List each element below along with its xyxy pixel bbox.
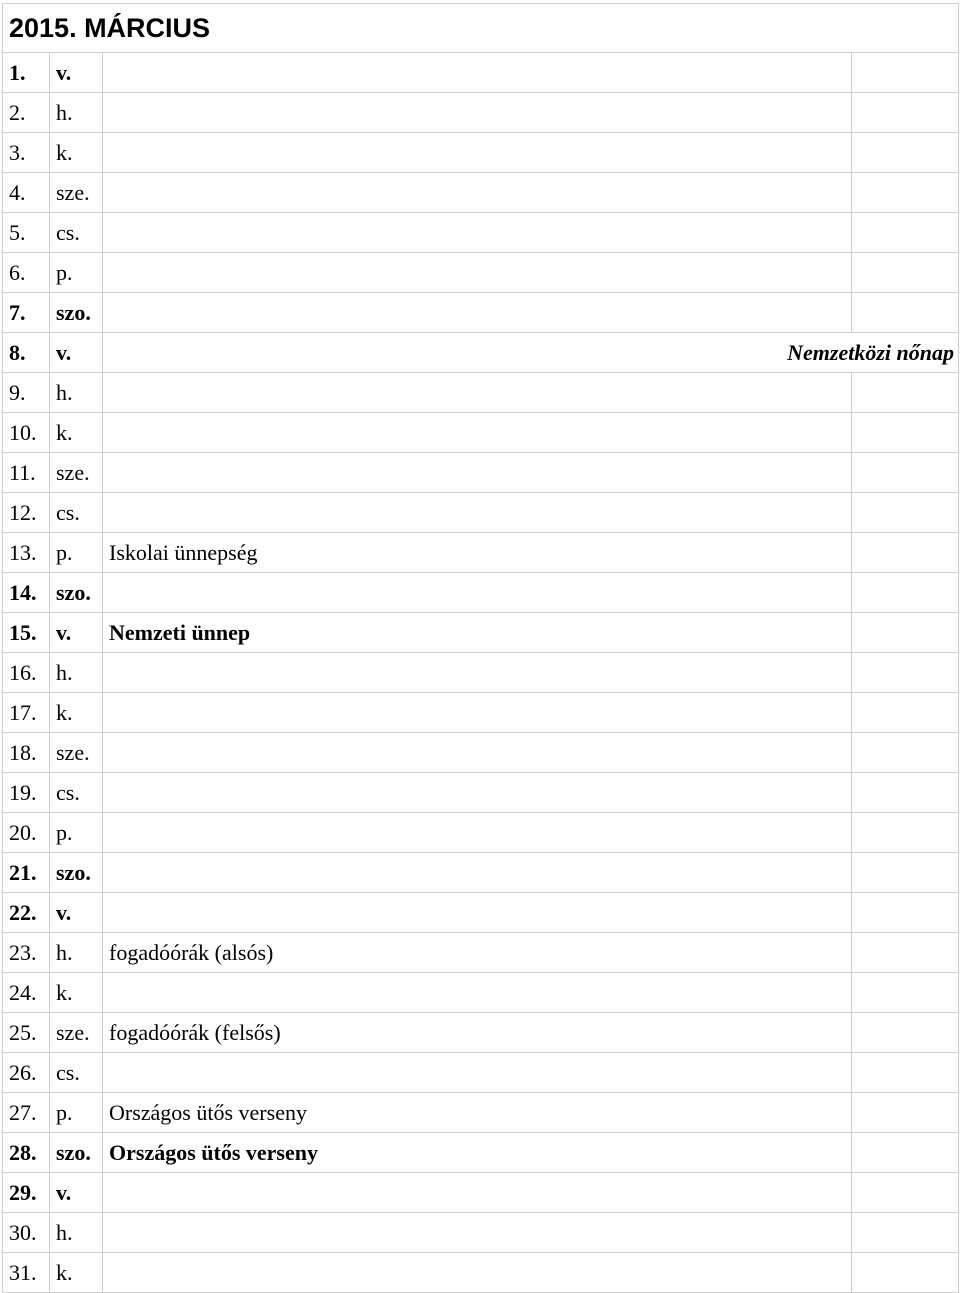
weekday: p. (50, 1093, 103, 1133)
extra-cell (852, 293, 959, 333)
day-number: 16. (3, 653, 50, 693)
weekday: p. (50, 813, 103, 853)
event-cell: fogadóórák (alsós) (103, 933, 852, 973)
day-row (3, 813, 959, 853)
day-row (3, 1173, 959, 1213)
day-number: 14. (3, 573, 50, 613)
event-cell: Országos ütős verseny (103, 1133, 852, 1173)
day-number: 31. (3, 1253, 50, 1293)
day-row (3, 253, 959, 293)
weekday: v. (50, 613, 103, 653)
day-row (3, 973, 959, 1013)
day-number: 20. (3, 813, 50, 853)
event-cell (103, 693, 852, 733)
day-number: 10. (3, 413, 50, 453)
extra-cell (852, 893, 959, 933)
event-cell (103, 1173, 852, 1213)
day-row (3, 1253, 959, 1293)
day-row (3, 653, 959, 693)
event-cell (103, 253, 852, 293)
day-number: 11. (3, 453, 50, 493)
event-cell (103, 373, 852, 413)
weekday: sze. (50, 1013, 103, 1053)
event-cell (103, 653, 852, 693)
day-number: 13. (3, 533, 50, 573)
day-row (3, 93, 959, 133)
day-row (3, 173, 959, 213)
weekday: p. (50, 533, 103, 573)
day-number: 5. (3, 213, 50, 253)
day-number: 24. (3, 973, 50, 1013)
day-number: 19. (3, 773, 50, 813)
event-cell (103, 453, 852, 493)
event-cell (103, 1053, 852, 1093)
extra-cell (852, 1053, 959, 1093)
day-number: 17. (3, 693, 50, 733)
weekday: szo. (50, 573, 103, 613)
weekday: szo. (50, 1133, 103, 1173)
extra-cell (852, 533, 959, 573)
weekday: h. (50, 373, 103, 413)
day-number: 23. (3, 933, 50, 973)
day-number: 29. (3, 1173, 50, 1213)
extra-cell (852, 493, 959, 533)
extra-cell (852, 1173, 959, 1213)
day-number: 12. (3, 493, 50, 533)
extra-cell (852, 613, 959, 653)
calendar-table (2, 3, 959, 1293)
event-cell: Nemzetközi nőnap (103, 333, 959, 373)
weekday: cs. (50, 493, 103, 533)
extra-cell (852, 573, 959, 613)
extra-cell (852, 133, 959, 173)
day-number: 3. (3, 133, 50, 173)
day-number: 9. (3, 373, 50, 413)
event-cell (103, 53, 852, 93)
weekday: v. (50, 1173, 103, 1213)
day-number: 22. (3, 893, 50, 933)
extra-cell (852, 973, 959, 1013)
weekday: v. (50, 53, 103, 93)
extra-cell (852, 213, 959, 253)
event-cell (103, 173, 852, 213)
extra-cell (852, 173, 959, 213)
day-row (3, 53, 959, 93)
event-cell (103, 213, 852, 253)
day-number: 18. (3, 733, 50, 773)
extra-cell (852, 53, 959, 93)
event-cell: Nemzeti ünnep (103, 613, 852, 653)
weekday: v. (50, 333, 103, 373)
event-cell (103, 813, 852, 853)
day-number: 28. (3, 1133, 50, 1173)
day-number: 6. (3, 253, 50, 293)
day-row (3, 573, 959, 613)
event-cell (103, 773, 852, 813)
weekday: k. (50, 693, 103, 733)
weekday: sze. (50, 733, 103, 773)
extra-cell (852, 453, 959, 493)
event-cell (103, 973, 852, 1013)
day-number: 8. (3, 333, 50, 373)
weekday: k. (50, 973, 103, 1013)
extra-cell (852, 813, 959, 853)
weekday: k. (50, 133, 103, 173)
day-row (3, 413, 959, 453)
extra-cell (852, 1013, 959, 1053)
weekday: cs. (50, 213, 103, 253)
day-number: 1. (3, 53, 50, 93)
day-number: 4. (3, 173, 50, 213)
day-row (3, 1213, 959, 1253)
weekday: cs. (50, 1053, 103, 1093)
extra-cell (852, 253, 959, 293)
day-row (3, 293, 959, 333)
day-number: 25. (3, 1013, 50, 1053)
extra-cell (852, 853, 959, 893)
day-number: 27. (3, 1093, 50, 1133)
weekday: sze. (50, 173, 103, 213)
extra-cell (852, 933, 959, 973)
day-row (3, 893, 959, 933)
event-cell (103, 413, 852, 453)
extra-cell (852, 1133, 959, 1173)
extra-cell (852, 773, 959, 813)
day-row (3, 1133, 959, 1173)
weekday: k. (50, 1253, 103, 1293)
month-title: 2015. MÁRCIUS (3, 4, 959, 53)
weekday: sze. (50, 453, 103, 493)
title-row (3, 4, 959, 53)
day-row (3, 133, 959, 173)
event-cell (103, 1253, 852, 1293)
event-cell: Országos ütős verseny (103, 1093, 852, 1133)
calendar-body (3, 4, 959, 1293)
day-row (3, 453, 959, 493)
day-row (3, 533, 959, 573)
day-row (3, 493, 959, 533)
extra-cell (852, 1093, 959, 1133)
day-number: 26. (3, 1053, 50, 1093)
day-row (3, 1013, 959, 1053)
event-cell (103, 853, 852, 893)
day-number: 30. (3, 1213, 50, 1253)
day-row (3, 733, 959, 773)
extra-cell (852, 693, 959, 733)
day-number: 21. (3, 853, 50, 893)
weekday: h. (50, 653, 103, 693)
extra-cell (852, 1253, 959, 1293)
day-row (3, 693, 959, 733)
event-cell (103, 493, 852, 533)
event-cell: fogadóórák (felsős) (103, 1013, 852, 1053)
weekday: v. (50, 893, 103, 933)
day-row (3, 373, 959, 413)
day-row (3, 613, 959, 653)
weekday: cs. (50, 773, 103, 813)
event-cell (103, 733, 852, 773)
day-row (3, 1053, 959, 1093)
weekday: szo. (50, 853, 103, 893)
day-row (3, 773, 959, 813)
weekday: p. (50, 253, 103, 293)
day-row (3, 333, 959, 373)
extra-cell (852, 373, 959, 413)
extra-cell (852, 733, 959, 773)
weekday: h. (50, 93, 103, 133)
day-number: 7. (3, 293, 50, 333)
day-number: 2. (3, 93, 50, 133)
day-number: 15. (3, 613, 50, 653)
event-cell (103, 573, 852, 613)
extra-cell (852, 93, 959, 133)
event-cell (103, 1213, 852, 1253)
event-cell (103, 93, 852, 133)
day-row (3, 213, 959, 253)
day-row (3, 1093, 959, 1133)
weekday: h. (50, 1213, 103, 1253)
extra-cell (852, 1213, 959, 1253)
weekday: k. (50, 413, 103, 453)
day-row (3, 853, 959, 893)
weekday: szo. (50, 293, 103, 333)
event-cell (103, 133, 852, 173)
event-cell (103, 293, 852, 333)
day-row (3, 933, 959, 973)
weekday: h. (50, 933, 103, 973)
event-cell (103, 893, 852, 933)
event-cell: Iskolai ünnepség (103, 533, 852, 573)
extra-cell (852, 653, 959, 693)
extra-cell (852, 413, 959, 453)
